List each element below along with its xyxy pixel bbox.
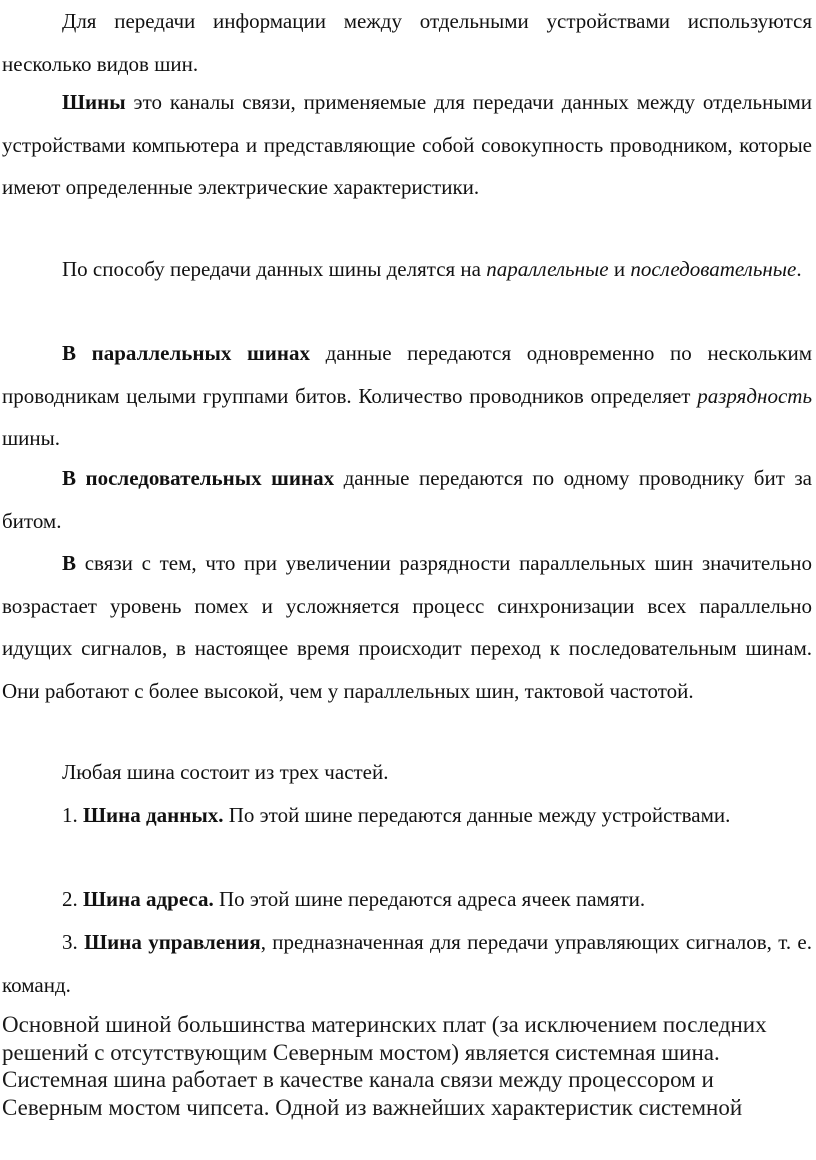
paragraph-buses-definition [2, 81, 812, 209]
paragraph-transition [2, 542, 812, 712]
paragraph-text: данные передаются одновременно по нескольким проводникам целыми группами битов. Количество проводников определяет [2, 341, 812, 408]
paragraph-text: Любая шина состоит из трех частей. [62, 760, 389, 784]
list-item-text: По этой шине передаются адреса ячеек памяти. [213, 887, 646, 911]
list-number: 2. [62, 887, 83, 911]
paragraph-text: . [796, 257, 802, 281]
term-control-bus: Шина управления [84, 930, 261, 954]
list-number: 3. [62, 930, 85, 954]
term-parallel-buses: В параллельных шинах [62, 341, 310, 365]
list-item-address-bus [2, 878, 812, 921]
paragraph-transfer-method [2, 248, 812, 291]
list-item-data-bus [2, 794, 812, 837]
term-parallel: параллельные [486, 257, 609, 281]
paragraph-lead-word: В [62, 551, 77, 575]
paragraph-text: связи с тем, что при увеличении разрядности параллельных шин значительно возрастает уровень помех и усложняется процесс синхронизации всех параллельно идущих сигналов, в настоящее время происходит переход к последовательным шинам. Они работают с более высокой, чем у параллельных шин, тактовой частотой. [2, 551, 812, 703]
paragraph-text: Основной шиной большинства материнских плат (за исключением последних решений с отсутствующим Северным мостом) является системная шина. Системная шина работает в качестве канала связи между процессором и Северным мостом чипсета. Одной из важнейших характеристик системной [2, 1012, 767, 1120]
paragraph-parallel-buses [2, 332, 812, 460]
paragraph-serial-buses [2, 457, 812, 542]
paragraph-text: и [608, 257, 631, 281]
list-number: 1. [62, 803, 83, 827]
term-address-bus: Шина адреса. [83, 887, 214, 911]
paragraph-system-bus [2, 1011, 802, 1121]
paragraph-text: данные передаются по одному проводнику бит за битом. [2, 466, 812, 533]
term-bit-width: разрядность [697, 383, 812, 408]
paragraph-text: это каналы связи, применяемые для передачи данных между отдельными устройствами компьютера и представляющие собой совокупность проводником, которые имеют определенные электрические характеристики. [2, 90, 812, 199]
paragraph-text: По способу передачи данных шины делятся на [62, 257, 487, 281]
term-serial-buses: В последовательных шинах [62, 466, 335, 490]
paragraph-text: Для передачи информации между отдельными устройствами используются несколько видов шин. [2, 9, 812, 76]
term-serial: последовательные [630, 257, 797, 281]
list-item-text: , предназначенная для передачи управляющих сигналов, т. е. команд. [2, 930, 812, 997]
list-item-text: По этой шине передаются данные между устройствами. [223, 803, 731, 827]
paragraph-text: шины. [2, 426, 61, 450]
term-buses: Шины [62, 90, 126, 114]
list-item-control-bus [2, 921, 812, 1006]
paragraph-bus-parts [2, 751, 812, 794]
term-data-bus: Шина данных. [83, 803, 224, 827]
paragraph-intro [2, 0, 812, 85]
